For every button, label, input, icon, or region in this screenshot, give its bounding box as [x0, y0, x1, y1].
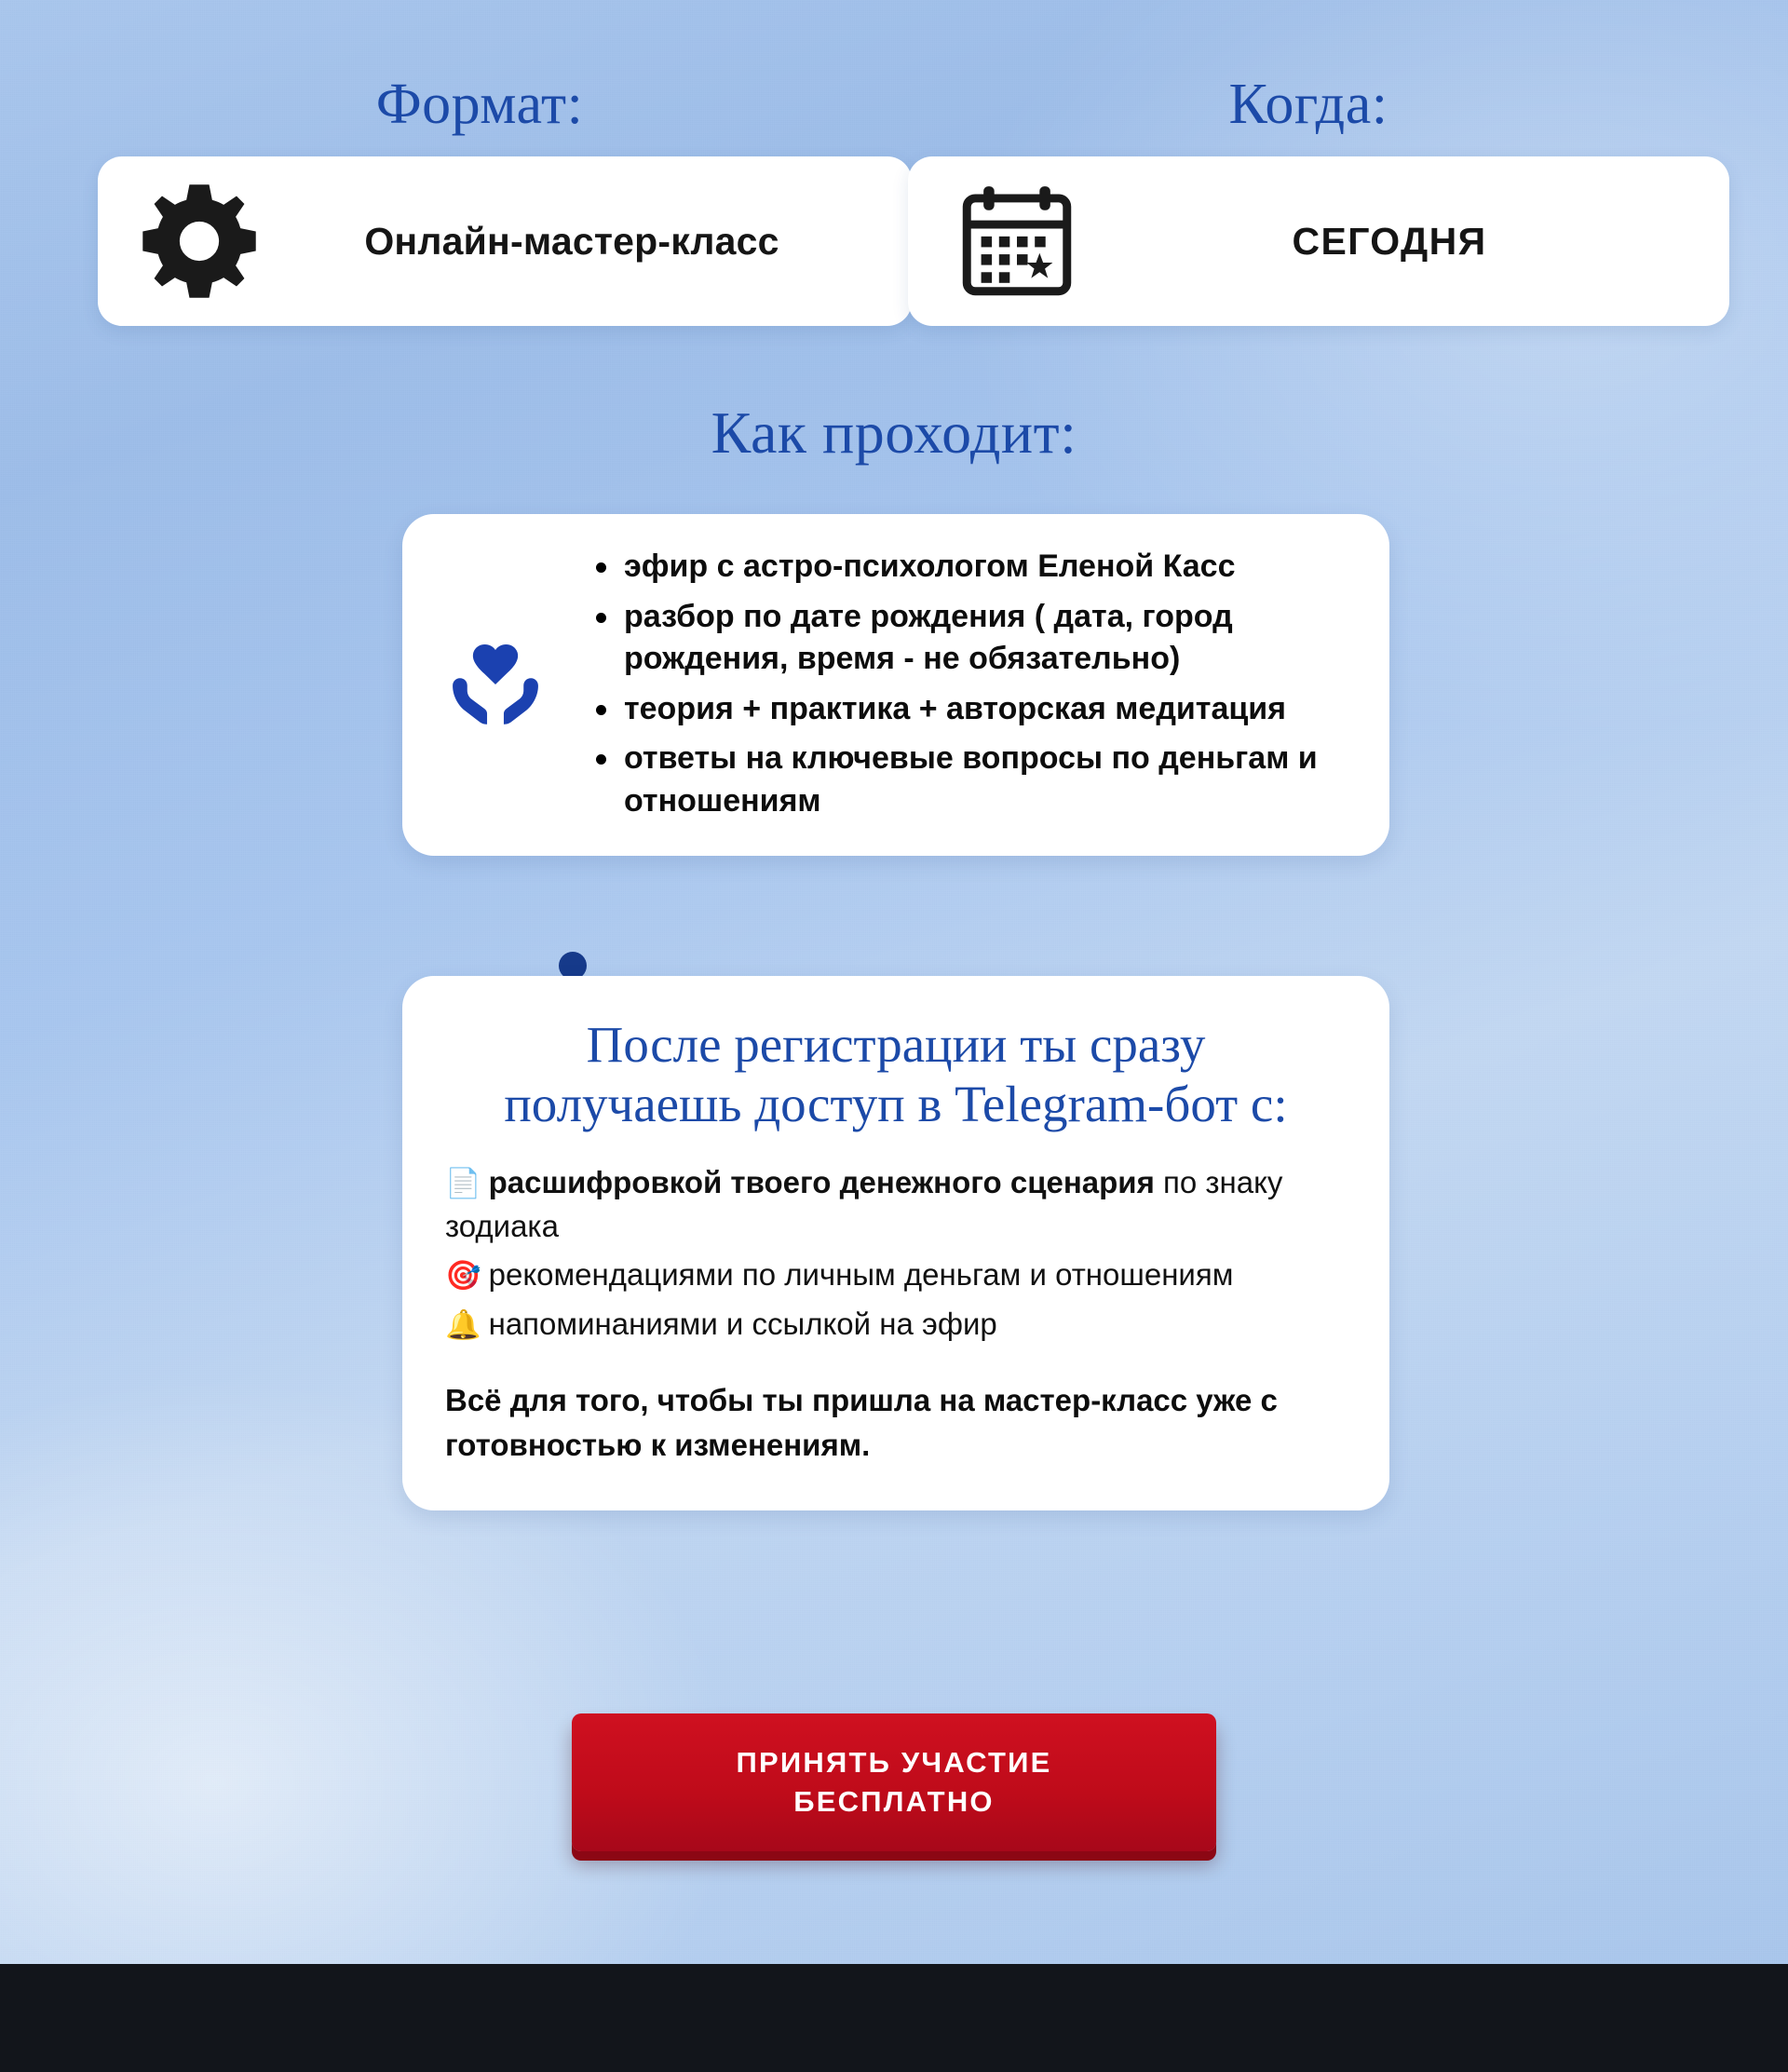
cta-line-2: БЕСПЛАТНО: [793, 1785, 995, 1818]
format-heading: Формат:: [375, 73, 584, 136]
bot-card-title: После регистрации ты сразу получаешь доступ в Telegram-бот с:: [504, 1016, 1288, 1133]
cta-area: [0, 1713, 1788, 1851]
when-label: СЕГОДНЯ: [1292, 219, 1487, 263]
bot-card-closing-text: Всё для того, чтобы ты пришла на мастер-класс уже с готовностью к изменениям.: [445, 1383, 1278, 1462]
bot-feature-line: [445, 1253, 1347, 1297]
page-icon: 📄: [445, 1166, 481, 1200]
format-card: [98, 156, 912, 326]
bot-feature-rest: напоминаниями и ссылкой на эфир: [488, 1307, 997, 1342]
how-list: [561, 546, 1352, 822]
how-heading: Как проходит:: [711, 400, 1077, 466]
list-item: разбор по дате рождения ( дата, город рождения, время - не обязательно): [592, 596, 1347, 681]
cta-line-1: ПРИНЯТЬ УЧАСТИЕ: [736, 1746, 1052, 1780]
list-item: эфир с астро-психологом Еленой Касс: [592, 546, 1347, 589]
when-section: [908, 73, 1709, 326]
bot-feature-rest: по знаку зодиака: [445, 1164, 1283, 1243]
bot-feature-rest: рекомендациями по личным деньгам и отношениям: [488, 1257, 1234, 1293]
bottom-bar: [0, 1964, 1788, 2072]
bot-card: [402, 976, 1389, 1510]
list-item: ответы на ключевые вопросы по деньгам и отношениям: [592, 738, 1347, 822]
top-info-row: [0, 73, 1788, 326]
how-card: [402, 514, 1389, 856]
gear-icon: [129, 180, 269, 303]
calendar-icon: [947, 182, 1087, 301]
format-label: Онлайн-мастер-класс: [364, 219, 779, 263]
when-heading: Когда:: [1228, 73, 1388, 136]
list-item: теория + практика + авторская медитация: [592, 688, 1347, 731]
heart-in-hands-icon: [440, 632, 551, 737]
participate-free-button[interactable]: [572, 1713, 1216, 1851]
target-icon: 🎯: [445, 1259, 481, 1293]
bot-feature-line: [445, 1161, 1347, 1249]
bot-feature-bold: расшифровкой твоего денежного сценария: [488, 1164, 1155, 1199]
when-card: [908, 156, 1729, 326]
format-section: [79, 73, 880, 326]
bot-feature-line: [445, 1303, 1347, 1347]
bell-icon: 🔔: [445, 1308, 481, 1343]
